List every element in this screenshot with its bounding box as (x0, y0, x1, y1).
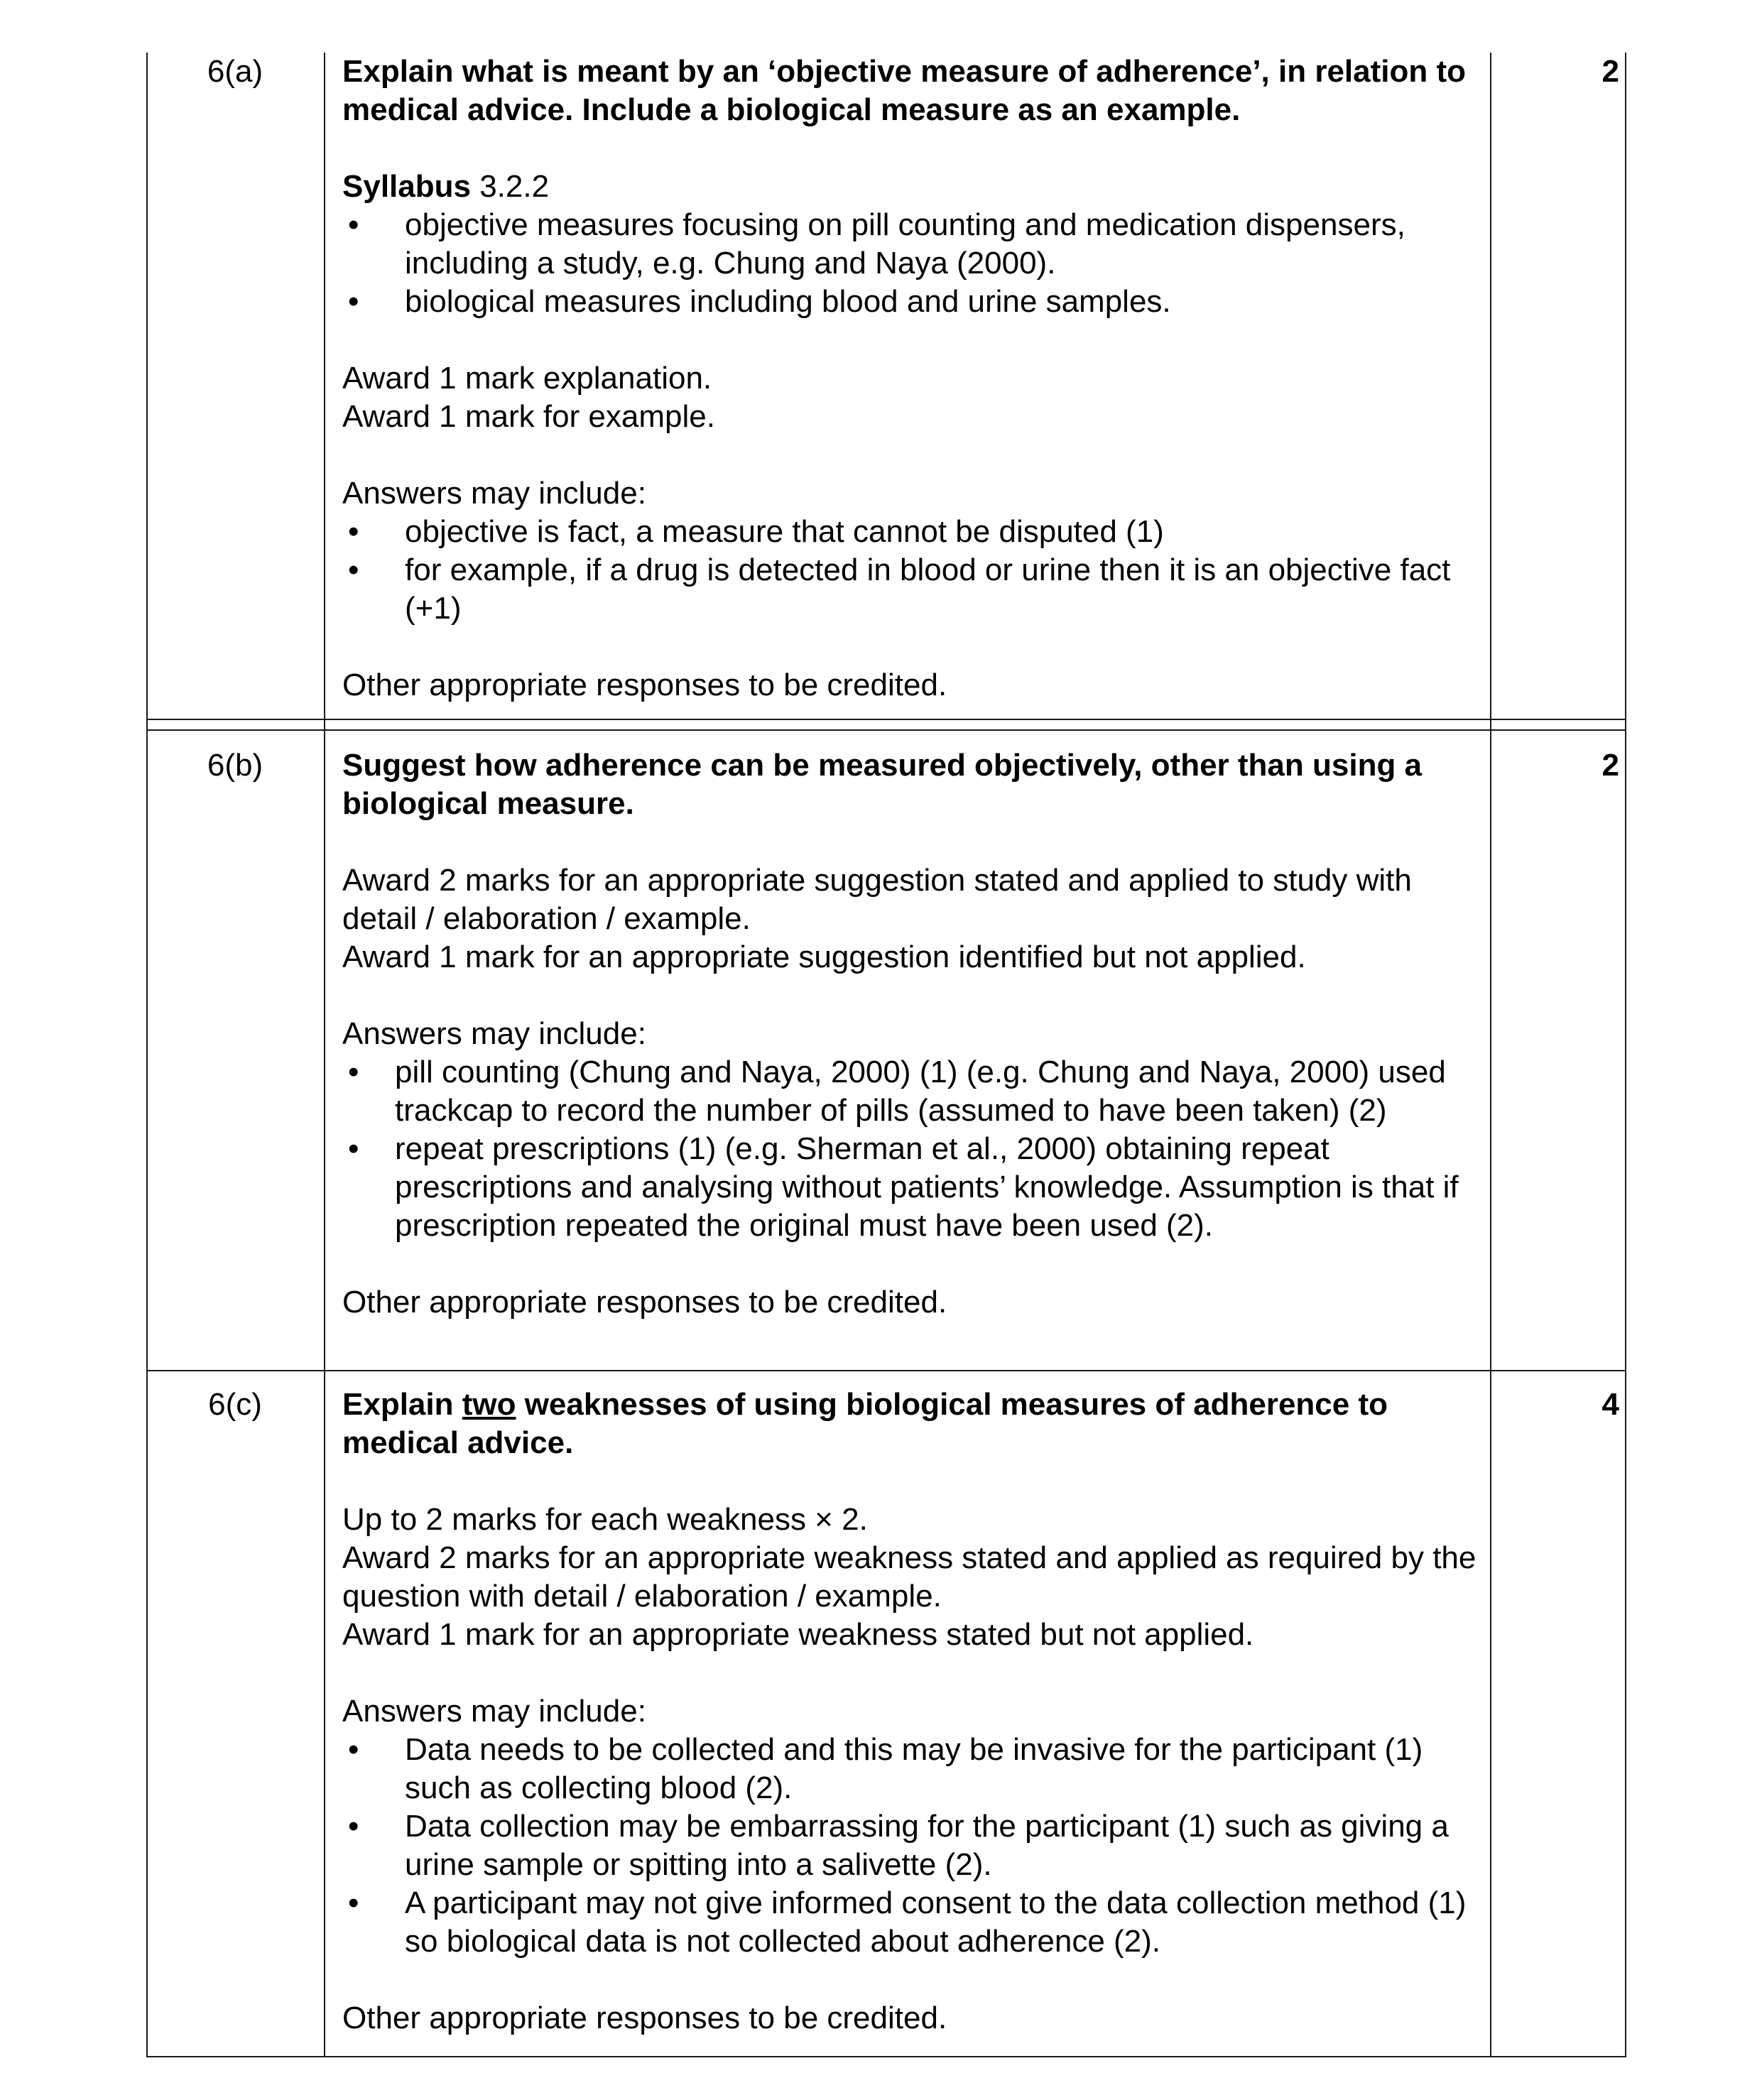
question-content (342, 746, 1479, 1322)
award-line: Award 2 marks for an appropriate suggestion stated and applied to study with detail / elaboration / example. (342, 863, 1412, 936)
table-divider-marks (1490, 53, 1491, 2057)
question-number: 6(a) (207, 54, 263, 89)
list-item: • for example, if a drug is detected in blood or urine then it is an objective fact (+1) (342, 551, 1479, 628)
answers-intro: Answers may include: (342, 1694, 646, 1729)
answers-intro: Answers may include: (342, 1016, 646, 1051)
answers-list (342, 1053, 1479, 1245)
question-text (342, 1386, 1479, 1462)
list-item: • Data collection may be embarrassing for the participant (1) such as giving a urine sample or spitting into a salivette (2). (342, 1807, 1479, 1884)
award-line: Award 1 mark for example. (342, 399, 715, 434)
row-separator-a-top (146, 719, 1626, 720)
answers-list (342, 513, 1479, 628)
marks-value: 4 (1601, 1387, 1619, 1422)
question-number: 6(c) (208, 1387, 262, 1422)
list-item: • repeat prescriptions (1) (e.g. Sherman et al., 2000) obtaining repeat prescriptions and analysing without patients’ knowledge. Assumption is that if prescription repeated the original must have been used (2). (342, 1130, 1479, 1245)
question-text-start: Explain (342, 1387, 462, 1422)
table-border-left (146, 53, 148, 2057)
question-content (342, 1386, 1479, 2038)
question-text-underlined: two (462, 1387, 516, 1422)
footer-note: Other appropriate responses to be credited. (342, 2001, 947, 2035)
syllabus-list (342, 206, 1479, 321)
list-item: • objective is fact, a measure that cannot be disputed (1) (342, 513, 1479, 551)
table-border-right (1625, 53, 1626, 2057)
answers-list (342, 1731, 1479, 1961)
row-separator-a-bottom (146, 729, 1626, 731)
syllabus-label: Syllabus (342, 169, 471, 204)
question-content (342, 53, 1479, 704)
syllabus-ref: 3.2.2 (479, 169, 550, 204)
question-number: 6(b) (207, 748, 263, 783)
row-separator-b (146, 1370, 1626, 1371)
list-item: • Data needs to be collected and this may be invasive for the participant (1) such as collecting blood (2). (342, 1731, 1479, 1807)
list-item: • objective measures focusing on pill counting and medication dispensers, including a study, e.g. Chung and Naya (2000). (342, 206, 1479, 283)
question-text: Explain what is meant by an ‘objective measure of adherence’, in relation to medical advice. Include a biological measure as an example. (342, 54, 1467, 127)
list-item: • biological measures including blood and urine samples. (342, 283, 1479, 321)
award-line: Award 2 marks for an appropriate weakness stated and applied as required by the question with detail / elaboration / example. (342, 1540, 1477, 1614)
answers-intro: Answers may include: (342, 476, 646, 511)
table-border-bottom (146, 2056, 1626, 2057)
marks-value: 2 (1601, 748, 1619, 783)
footer-note: Other appropriate responses to be credited. (342, 1285, 947, 1320)
question-text-end: weaknesses of using biological measures of adherence to medical advice. (342, 1387, 1388, 1460)
syllabus-line (342, 168, 1479, 206)
award-line: Up to 2 marks for each weakness × 2. (342, 1502, 868, 1537)
question-text: Suggest how adherence can be measured objectively, other than using a biological measure. (342, 748, 1423, 821)
footer-note: Other appropriate responses to be credited. (342, 668, 947, 702)
award-line: Award 1 mark for an appropriate weakness stated but not applied. (342, 1617, 1254, 1652)
marks-value: 2 (1601, 54, 1619, 89)
list-item: • A participant may not give informed consent to the data collection method (1) so biological data is not collected about adherence (2). (342, 1884, 1479, 1961)
award-line: Award 1 mark explanation. (342, 361, 712, 396)
list-item: • pill counting (Chung and Naya, 2000) (1) (e.g. Chung and Naya, 2000) used trackcap to record the number of pills (assumed to have been taken) (2) (342, 1053, 1479, 1130)
award-line: Award 1 mark for an appropriate suggestion identified but not applied. (342, 940, 1306, 974)
table-divider-number (324, 53, 325, 2057)
